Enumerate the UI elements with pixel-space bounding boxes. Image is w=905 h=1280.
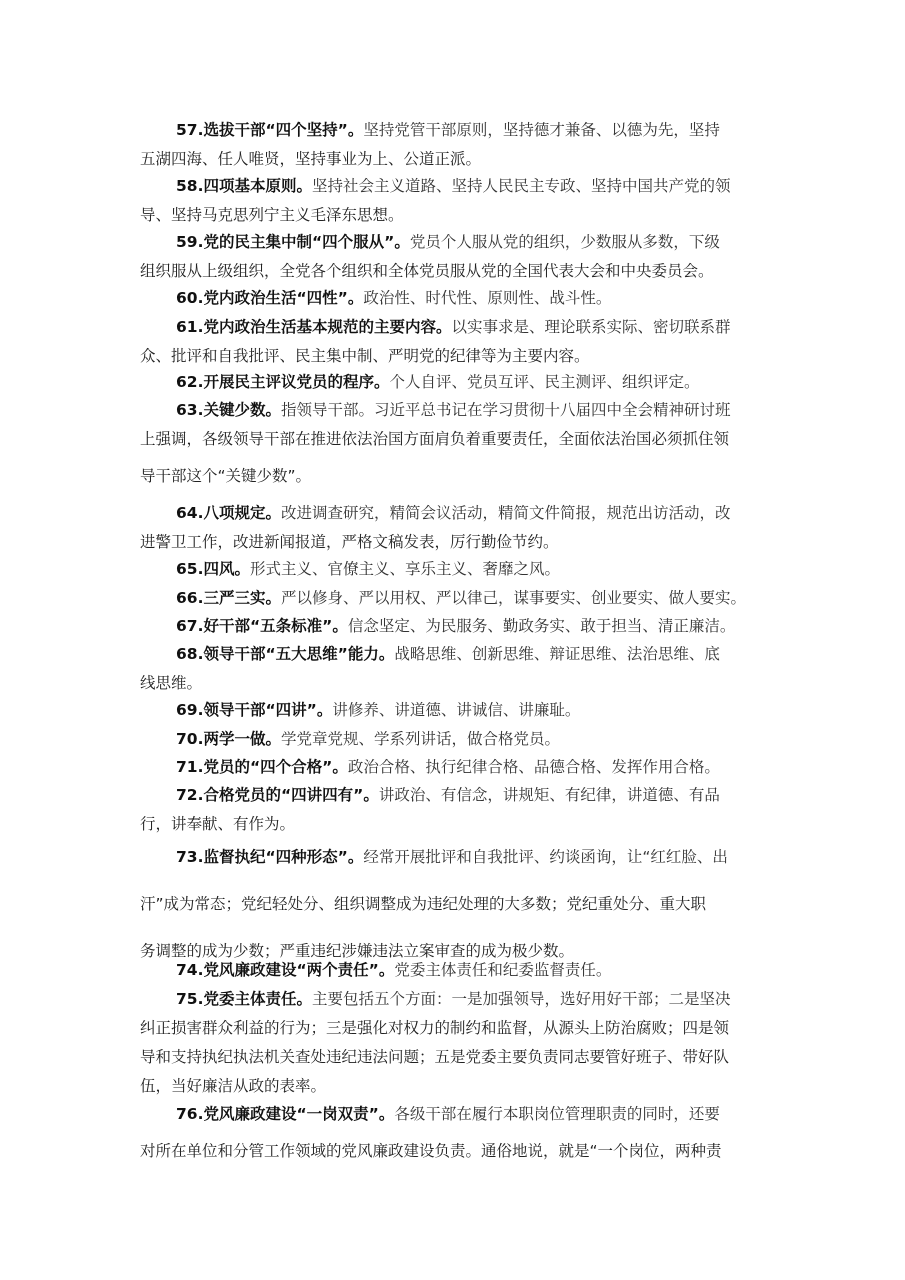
- entry-text: 务调整的成为少数；严重违纪涉嫌违法立案审查的成为极少数。: [140, 942, 575, 960]
- entry-term: 58.四项基本原则。: [176, 177, 312, 195]
- entry-text: 学党章党规、学系列讲话，做合格党员。: [280, 730, 560, 748]
- entry-70: [140, 725, 770, 754]
- entry-text: 战略思维、创新思维、辩证思维、法治思维、底: [394, 645, 720, 663]
- entry-74: [140, 956, 770, 985]
- entry-term: 59.党的民主集中制“四个服从”。: [176, 233, 410, 251]
- entry-text: 坚持党管干部原则，坚持德才兼备、以德为先，坚持: [363, 121, 720, 139]
- entry-text: 汗”成为常态；党纪轻处分、组织调整成为违纪处理的大多数；党纪重处分、重大职: [140, 895, 707, 913]
- entry-text: 党委主体责任和纪委监督责任。: [394, 961, 612, 979]
- entry-term: 57.选拔干部“四个坚持”。: [176, 121, 364, 139]
- entry-text: 行，讲奉献、有作为。: [140, 815, 296, 833]
- entry-text: 主要包括五个方面：一是加强领导，选好用好干部；二是坚决: [311, 990, 731, 1008]
- entry-term: 66.三严三实。: [176, 589, 281, 607]
- entry-term: 75.党委主体责任。: [176, 990, 312, 1008]
- entry-text: 改进调查研究，精简会议活动，精简文件简报，规范出访活动，改: [280, 504, 731, 522]
- entry-text: 导干部这个“关键少数”。: [140, 467, 312, 485]
- entry-text: 讲修养、讲道德、讲诚信、讲廉耻。: [332, 701, 581, 719]
- entry-68: [140, 640, 770, 698]
- entry-term: 64.八项规定。: [176, 504, 281, 522]
- entry-text: 对所在单位和分管工作领域的党风廉政建设负责。通俗地说，就是“一个岗位，两种责: [140, 1142, 722, 1160]
- entry-73: [140, 843, 770, 966]
- entry-text: 指领导干部。习近平总书记在学习贯彻十八届四中全会精神研讨班: [280, 401, 731, 419]
- entry-text: 纠正损害群众利益的行为；三是强化对权力的制约和监督，从源头上防治腐败；四是领: [140, 1019, 730, 1037]
- entry-text: 五湖四海、任人唯贤，坚持事业为上、公道正派。: [140, 150, 482, 168]
- entry-66: [140, 584, 770, 613]
- entry-term: 67.好干部“五条标准”。: [176, 617, 348, 635]
- entry-term: 72.合格党员的“四讲四有”。: [176, 786, 379, 804]
- entry-text: 导和支持执纪执法机关查处违纪违法问题；五是党委主要负责同志要管好班子、带好队: [140, 1048, 730, 1066]
- entry-text: 信念坚定、为民服务、勤政务实、敢于担当、清正廉洁。: [347, 617, 736, 635]
- entry-text: 形式主义、官僚主义、享乐主义、奢靡之风。: [249, 560, 560, 578]
- entry-term: 73.监督执纪“四种形态”。: [176, 848, 364, 866]
- entry-64: [140, 499, 770, 557]
- entry-text: 进警卫工作，改进新闻报道，严格文稿发表，厉行勤俭节约。: [140, 533, 559, 551]
- entry-58: [140, 172, 770, 230]
- entry-term: 63.关键少数。: [176, 401, 281, 419]
- entry-63: [140, 396, 770, 491]
- entry-term: 62.开展民主评议党员的程序。: [176, 373, 390, 391]
- entry-75: [140, 985, 770, 1101]
- entry-text: 导、坚持马克思列宁主义毛泽东思想。: [140, 206, 404, 224]
- entry-term: 74.党风廉政建设“两个责任”。: [176, 961, 395, 979]
- entry-60: [140, 284, 770, 313]
- entry-67: [140, 612, 770, 641]
- entry-text: 经常开展批评和自我批评、约谈函询，让“红红脸、出: [363, 848, 728, 866]
- entry-71: [140, 753, 770, 782]
- entry-text: 政治性、时代性、原则性、战斗性。: [363, 289, 612, 307]
- entry-text: 众、批评和自我批评、民主集中制、严明党的纪律等为主要内容。: [140, 347, 590, 365]
- entry-text: 党员个人服从党的组织，少数服从多数，下级: [409, 233, 720, 251]
- entry-65: [140, 555, 770, 584]
- entry-text: 讲政治、有信念，讲规矩、有纪律，讲道德、有品: [378, 786, 720, 804]
- entry-57: [140, 116, 770, 174]
- entry-59: [140, 228, 770, 286]
- entry-text: 坚持社会主义道路、坚持人民民主专政、坚持中国共产党的领: [311, 177, 731, 195]
- entry-61: [140, 313, 770, 371]
- entry-text: 各级干部在履行本职岗位管理职责的同时，还要: [394, 1105, 720, 1123]
- entry-76: [140, 1100, 770, 1166]
- entry-text: 线思维。: [140, 674, 203, 692]
- entry-72: [140, 781, 770, 839]
- entry-text: 以实事求是、理论联系实际、密切联系群: [451, 318, 731, 336]
- entry-text: 上强调，各级领导干部在推进依法治国方面肩负着重要责任，全面依法治国必须抓住领: [140, 430, 730, 448]
- entry-term: 60.党内政治生活“四性”。: [176, 289, 364, 307]
- entry-term: 69.领导干部“四讲”。: [176, 701, 333, 719]
- entry-69: [140, 696, 770, 725]
- entry-term: 61.党内政治生活基本规范的主要内容。: [176, 318, 452, 336]
- entry-term: 70.两学一做。: [176, 730, 281, 748]
- entry-text: 组织服从上级组织，全党各个组织和全体党员服从党的全国代表大会和中央委员会。: [140, 262, 714, 280]
- entry-term: 65.四风。: [176, 560, 250, 578]
- entry-text: 伍，当好廉洁从政的表率。: [140, 1077, 327, 1095]
- entry-62: [140, 368, 770, 397]
- entry-term: 76.党风廉政建设“一岗双责”。: [176, 1105, 395, 1123]
- entry-term: 71.党员的“四个合格”。: [176, 758, 348, 776]
- entry-term: 68.领导干部“五大思维”能力。: [176, 645, 395, 663]
- entry-text: 政治合格、执行纪律合格、品德合格、发挥作用合格。: [347, 758, 720, 776]
- entry-text: 个人自评、党员互评、民主测评、组织评定。: [389, 373, 700, 391]
- entry-text: 严以修身、严以用权、严以律己，谋事要实、创业要实、做人要实。: [280, 589, 746, 607]
